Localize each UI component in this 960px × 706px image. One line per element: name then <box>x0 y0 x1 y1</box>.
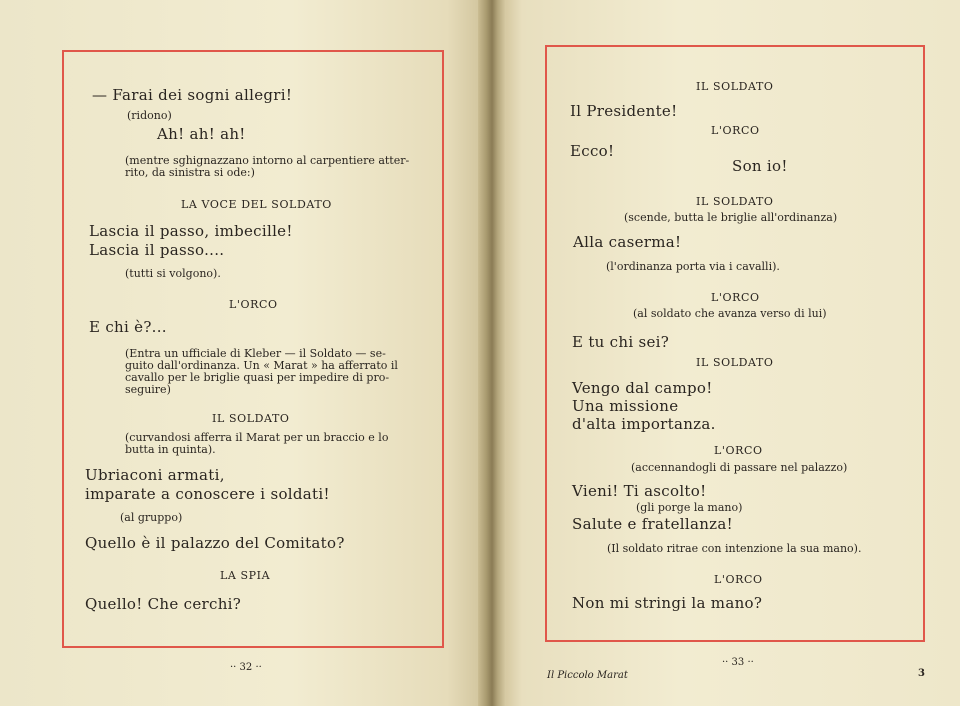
verse-line: Alla caserma! <box>573 233 682 251</box>
verse-line: E tu chi sei? <box>572 333 670 351</box>
signature-number: 3 <box>918 668 925 679</box>
verse-line: Ubriaconi armati, <box>85 466 225 484</box>
stage-direction: (accennandogli di passare nel palazzo) <box>631 461 848 474</box>
verse-line: Quello è il palazzo del Comitato? <box>85 534 345 552</box>
stage-direction: (scende, butta le briglie all'ordinanza) <box>624 211 838 224</box>
verse-line: Non mi stringi la mano? <box>572 594 763 612</box>
speaker-name: L'ORCO <box>711 124 760 137</box>
verse-line: Il Presidente! <box>570 102 678 120</box>
verse-line: Ah! ah! ah! <box>157 125 246 143</box>
verse-line: Ecco! <box>570 142 615 160</box>
stage-direction: (al gruppo) <box>120 511 183 524</box>
verse-line: E chi è?... <box>89 318 167 336</box>
speaker-name: IL SOLDATO <box>696 80 774 93</box>
stage-direction: (tutti si volgono). <box>125 267 221 280</box>
stage-direction: (ridono) <box>127 109 172 122</box>
speaker-name: L'ORCO <box>714 573 763 586</box>
verse-line: Vieni! Ti ascolto! <box>572 482 707 500</box>
stage-direction: seguire) <box>125 383 171 396</box>
stage-direction: guito dall'ordinanza. Un « Marat » ha afferrato il <box>125 359 398 372</box>
verse-line: Lascia il passo.... <box>89 241 225 259</box>
page-number: ·· 32 ·· <box>230 662 262 673</box>
speaker-name: IL SOLDATO <box>696 356 774 369</box>
verse-line: Salute e fratellanza! <box>572 515 733 533</box>
verse-line: Lascia il passo, imbecille! <box>89 222 293 240</box>
verse-line: Son io! <box>732 157 788 175</box>
speaker-name: L'ORCO <box>714 444 763 457</box>
stage-direction: (curvandosi afferra il Marat per un braccio e lo <box>125 431 389 444</box>
speaker-name: IL SOLDATO <box>696 195 774 208</box>
stage-direction: (al soldato che avanza verso di lui) <box>633 307 827 320</box>
verse-line: d'alta importanza. <box>572 415 716 433</box>
verse-line: — Farai dei sogni allegri! <box>92 86 293 104</box>
speaker-name: L'ORCO <box>711 291 760 304</box>
book-gutter <box>478 0 506 706</box>
speaker-name: LA VOCE DEL SOLDATO <box>181 198 332 211</box>
stage-direction: butta in quinta). <box>125 443 216 456</box>
stage-direction: (l'ordinanza porta via i cavalli). <box>606 260 780 273</box>
speaker-name: IL SOLDATO <box>212 412 290 425</box>
stage-direction: (mentre sghignazzano intorno al carpentiere atter- <box>125 154 410 167</box>
stage-direction: rito, da sinistra si ode:) <box>125 166 255 179</box>
page-number: ·· 33 ·· <box>722 657 754 668</box>
stage-direction: cavallo per le briglie quasi per impedire di pro- <box>125 371 390 384</box>
stage-direction: (gli porge la mano) <box>636 501 743 514</box>
verse-line: Una missione <box>572 397 679 415</box>
verse-line: imparate a conoscere i soldati! <box>85 485 330 503</box>
verse-line: Quello! Che cerchi? <box>85 595 242 613</box>
speaker-name: LA SPIA <box>220 569 271 582</box>
speaker-name: L'ORCO <box>229 298 278 311</box>
stage-direction: (Entra un ufficiale di Kleber — il Soldato — se- <box>125 347 386 360</box>
footer-book-title: Il Piccolo Marat <box>547 670 628 681</box>
verse-line: Vengo dal campo! <box>572 379 713 397</box>
stage-direction: (Il soldato ritrae con intenzione la sua mano). <box>607 542 862 555</box>
